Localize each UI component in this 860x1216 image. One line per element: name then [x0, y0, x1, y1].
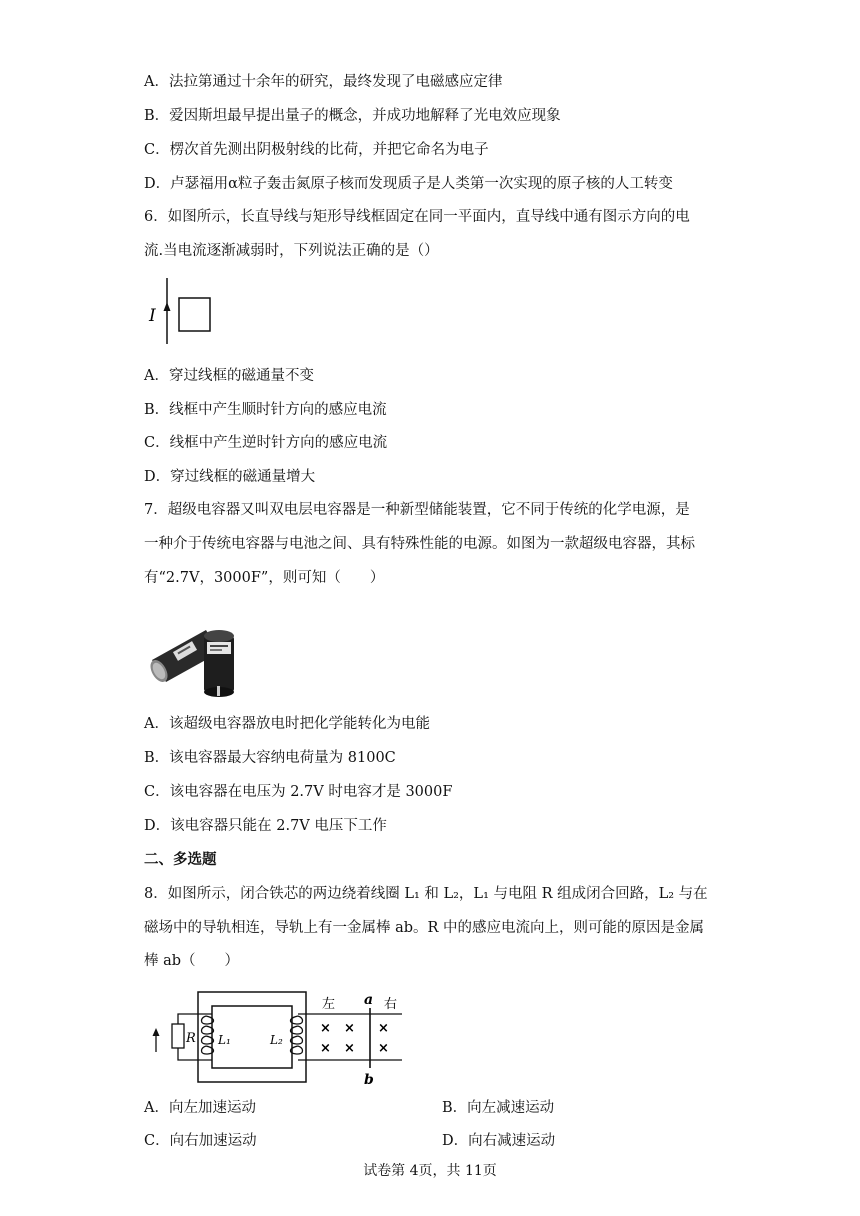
- capacitor-standing: [204, 630, 234, 697]
- q6-stem-line1: 6．如图所示，长直导线与矩形导线框固定在同一平面内，直导线中通有图示方向的电: [144, 209, 690, 225]
- q7-option-b: B．该电容器最大容纳电荷量为 8100C: [144, 750, 396, 766]
- q8-stem-line1: 8．如图所示，闭合铁芯的两边绕着线圈 L₁ 和 L₂，L₁ 与电阻 R 组成闭合回路，L₂ 与在: [144, 886, 708, 902]
- q6-option-d: D．穿过线框的磁通量增大: [144, 469, 316, 485]
- q6-option-c: C．线框中产生逆时针方向的感应电流: [144, 435, 388, 451]
- q5-option-d: D．卢瑟福用α粒子轰击氮原子核而发现质子是人类第一次实现的原子核的人工转变: [144, 176, 673, 192]
- q8-option-d: D．向右减速运动: [442, 1133, 556, 1149]
- field-cross: ×: [344, 1021, 355, 1036]
- q5-option-c: C．楞次首先测出阴极射线的比荷，并把它命名为电子: [144, 142, 489, 158]
- label-right: 右: [384, 997, 398, 1012]
- q7-option-a: A．该超级电容器放电时把化学能转化为电能: [144, 716, 430, 732]
- q8-stem-line2: 磁场中的导轨相连，导轨上有一金属棒 ab。R 中的感应电流向上，则可能的原因是金属: [144, 920, 705, 936]
- q7-stem-line2: 一种介于传统电容器与电池之间、具有特殊性能的电源。如图为一款超级电容器，其标: [144, 536, 695, 552]
- q5-option-a: A．法拉第通过十余年的研究，最终发现了电磁感应定律: [144, 74, 503, 90]
- coil-l2-label: L₂: [270, 1033, 283, 1047]
- q7-option-d: D．该电容器只能在 2.7V 电压下工作: [144, 818, 387, 834]
- q6-stem-line2: 流.当电流逐渐减弱时，下列说法正确的是（）: [144, 243, 439, 259]
- current-arrow-icon: [164, 302, 171, 311]
- q8-stem-line3: 棒 ab（ ）: [144, 953, 240, 969]
- rectangular-frame: [179, 298, 210, 331]
- label-left: 左: [322, 997, 336, 1012]
- field-cross: ×: [378, 1021, 389, 1036]
- q6-option-a: A．穿过线框的磁通量不变: [144, 368, 314, 384]
- resistor-r: [172, 1024, 184, 1048]
- field-cross: ×: [320, 1041, 331, 1056]
- supercapacitor-photo: [144, 608, 244, 698]
- q8-option-c: C．向右加速运动: [144, 1133, 257, 1149]
- q5-option-b: B．爱因斯坦最早提出量子的概念，并成功地解释了光电效应现象: [144, 108, 561, 124]
- label-a: a: [364, 992, 374, 1008]
- field-cross: ×: [344, 1041, 355, 1056]
- q8-option-b: B．向左减速运动: [442, 1100, 555, 1116]
- q7-stem-line3: 有“2.7V，3000F”，则可知（ ）: [144, 570, 385, 586]
- q7-option-c: C．该电容器在电压为 2.7V 时电容才是 3000F: [144, 784, 453, 800]
- page-footer: 试卷第 4页，共 11页: [363, 1163, 497, 1179]
- q6-option-b: B．线框中产生顺时针方向的感应电流: [144, 402, 387, 418]
- q6-wire-frame-figure: [144, 276, 224, 346]
- section-title: 二、多选题: [144, 851, 217, 868]
- q8-option-a: A．向左加速运动: [144, 1100, 256, 1116]
- q8-transformer-rail-figure: [144, 988, 414, 1088]
- magnetic-field-crosses: [320, 1021, 389, 1056]
- coil-l1-label: L₁: [218, 1033, 231, 1047]
- field-cross: ×: [320, 1021, 331, 1036]
- resistor-label: R: [186, 1031, 196, 1046]
- current-label: I: [149, 306, 156, 326]
- label-b: b: [364, 1072, 374, 1088]
- field-cross: ×: [378, 1041, 389, 1056]
- q7-stem-line1: 7．超级电容器又叫双电层电容器是一种新型储能装置，它不同于传统的化学电源，是: [144, 502, 690, 518]
